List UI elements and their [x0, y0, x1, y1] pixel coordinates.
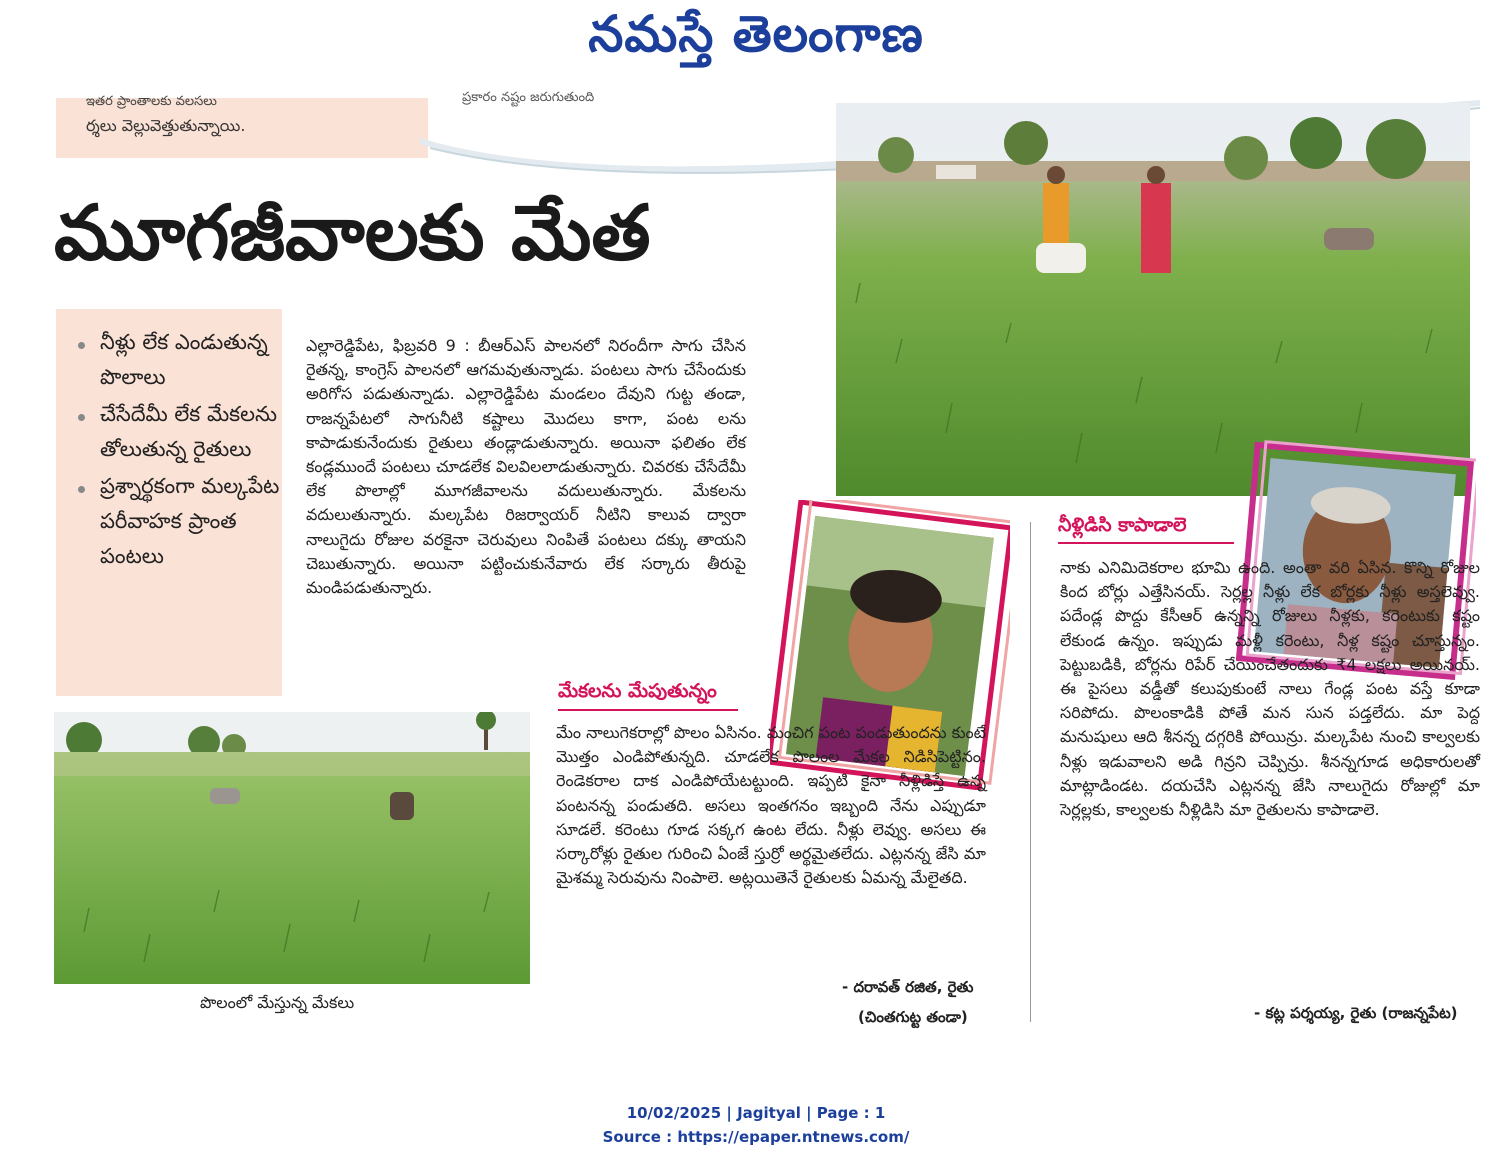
quote2-body [1060, 556, 1480, 822]
article-headline: మూగజీవాలకు మేత [54, 188, 651, 277]
quote1-byline: - దరావత్ రజిత, రైతు [842, 978, 974, 996]
highlight-item: చేసేదేమీ లేక మేకలను తోలుతున్న రైతులు [74, 397, 282, 467]
column-divider [1030, 522, 1031, 1022]
goats-grazing-photo [54, 712, 530, 984]
quote1-text: మేం నాలుగెకరాల్లో పొలం ఏసినం. మంచిగ పంట పండుతుందను కుంటే మొత్తం ఎండిపోతున్నది. చూడలేక పొలంల మేకల నిడిసిపెట్టినం. రెండెకరాల దాక ఎండిపోయేటట్టుంది. ఇప్పటి కైనా నీళ్లిడిస్తే ఉన్న పంటనన్న పండుతది. అసలు ఇంతగనం ఇబ్బంది నేను ఎప్పుడూ సూడలే. కరెంటు గూడ సక్కగ ఉంట లేదు. నీళ్లు లెవ్వు. అసలు ఈ సర్కారోళ్లు రైతుల గురించి ఏంజే స్తుర్రో అర్థమైతలేదు. ఎట్లనన్న జేసి మా మైశమ్మ సెరువును నింపాలె. అట్లయితెనే రైతులకు ఏమన్న మేలైతది. [556, 723, 986, 888]
highlights-box [56, 309, 282, 696]
quote2-text: నాకు ఎనిమిదెకరాల భూమి ఉంది. అంతా వరి ఏసిన. కొన్ని రోజుల కింద బోర్లు ఎత్తేసినయ్. సెర్లల్ల నీళ్లు లేక బోర్లకు నీళ్లు అస్తలెవ్వు. పదేండ్ల పొద్దు కేసీఆర్ ఉన్నన్ని రోజులు నీళ్లకు, కరెంటుకు కష్టం లేకుండ ఉన్నం. ఇప్పుడు మళ్లీ కరెంటు, నీళ్ల కష్టం చూస్తున్నం. పెట్టుబడికి, బోర్లను రిపేర్ చేయించేతందుకు ₹4 లక్షలు అయినయ్. ఈ పైసలు వడ్డీతో కలుపుకుంటే నాలు గేండ్ల పంట వస్తే కూడా సరిపోదు. పొలంకాడికి పోతే మన సున పడ్తలేదు. మా పెద్ద మనుషులు ఆది శీనన్న దగ్గరికి పోయిన్రు. మల్కపేట నుంచి కాల్వలకు నీళ్లు ఇడువాలని అడి గిన్రని చెప్పిన్రు. శీనన్నగూడ అధికారులతో మాట్లాడిండట. దయచేసి ఎట్లనన్న జేసి నాలుగైదు రోజుల్లో మా సెర్లల్లకు, కాల్వలకు నీళ్లిడిసి మా రైతులను కాపాడాలె. [1060, 558, 1480, 820]
footer-source: Source : https://epaper.ntnews.com/ [602, 1128, 910, 1146]
highlights-list [56, 309, 282, 574]
paddy-field-photo [836, 103, 1470, 496]
highlight-item: ప్రశ్నార్థకంగా మల్కపేట పరీవాహక ప్రాంత పంటలు [74, 469, 282, 574]
masthead-logo: నమస్తే తెలంగాణ [588, 4, 924, 63]
quote1-body [556, 721, 986, 890]
highlight-item: నీళ్లు లేక ఎండుతున్న పొలాలు [74, 325, 282, 395]
quote2-subhead-rule [1058, 542, 1234, 544]
quote2-byline: - కట్ల పర్శయ్య, రైతు (రాజన్నపేట) [1254, 1004, 1458, 1022]
goats-grazing-photo-art [54, 712, 530, 984]
photo-caption: పొలంలో మేస్తున్న మేకలు [200, 993, 355, 1012]
previous-article-snippet: ప్రకారం నష్టం జరుగుతుంది [462, 90, 595, 105]
previous-article-box [56, 94, 428, 158]
previous-article-line2: ర్శలు వెల్లువెత్తుతున్నాయి. [86, 116, 246, 135]
article-body: ఎల్లారెడ్డిపేట, ఫిబ్రవరి 9 : బీఆర్ఎస్ పాలనలో నిరందీగా సాగు చేసిన రైతన్న, కాంగ్రెస్ పాలనలో ఆగమవుతున్నాడు. పంటలు సాగు చేసేందుకు అరిగోస పడుతున్నాడు. ఎల్లారెడ్డిపేట మండలం దేవుని గుట్ట తండా, రాజన్నపేటలో సాగునీటి కష్టాలు మొదలు కాగా, పంట లను కాపాడుకునేందుకు రైతులు తండ్లాడుతున్నారు. అయినా ఫలితం లేక కండ్లముందే పంటలు చూడలేక విలవిలలాడుతున్నారు. చివరకు చేసేదేమీ లేక పొలాల్లో మూగజీవాలను వదులుతున్నారు. మేకలను వదులుతున్నారు. మల్కపేట రిజర్వాయర్ నీటిని కాలువ ద్వారా నాలుగైదు రోజుల వరకైనా చెరువులు నింపితే పంటలు దక్కు తాయని చెబుతున్నారు. అయినా పట్టించుకునేవారు లేక సర్కారు తీరుపై మండిపడుతున్నారు. [306, 336, 746, 598]
quote1-location: (చింతగుట్ట తండా) [858, 1008, 968, 1026]
quote1-subhead-rule [558, 709, 738, 711]
previous-article-line1: ఇతర ప్రాంతాలకు వలసలు [86, 94, 217, 109]
quote2-subhead: నీళ్లిడిసి కాపాడాలె [1058, 514, 1187, 536]
quote1-subhead: మేకలను మేపుతున్నం [558, 680, 717, 702]
paddy-field-photo-art [836, 103, 1470, 496]
footer-edition-info: 10/02/2025 | Jagityal | Page : 1 [626, 1104, 886, 1122]
